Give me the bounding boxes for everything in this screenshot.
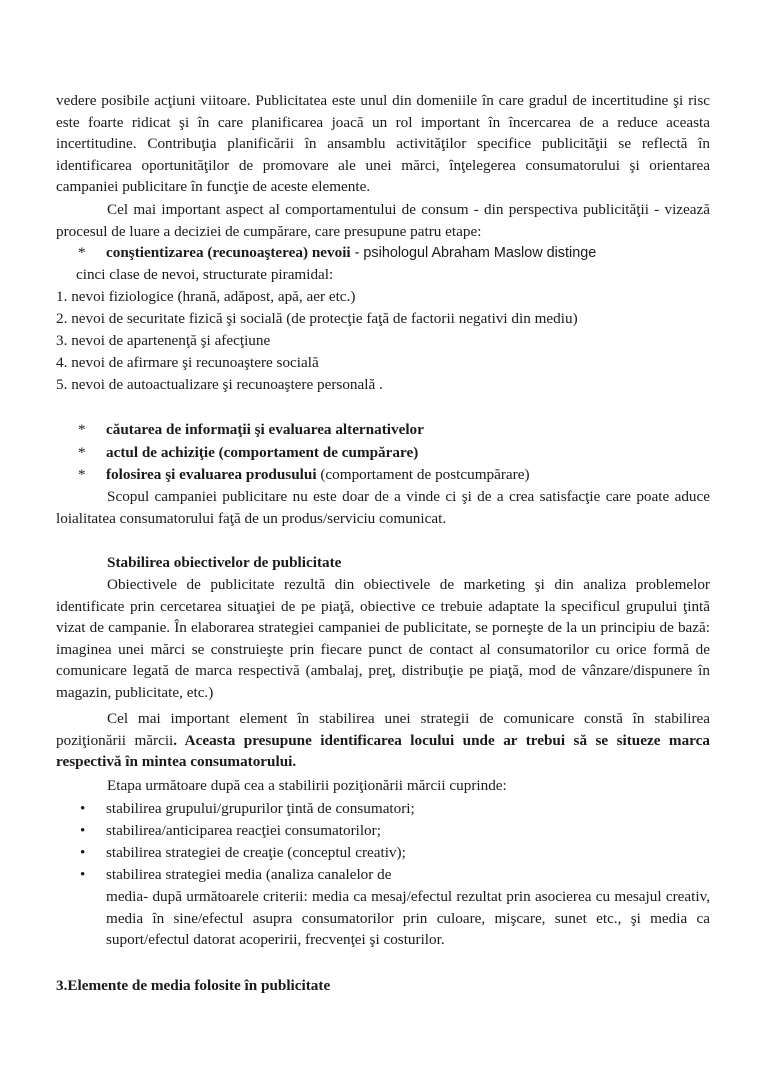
need-item-5: 5. nevoi de autoactualizare şi recunoaştere personală .: [56, 376, 383, 393]
positioning-text-b: . Aceasta presupune identificarea locului unde ar trebui să se situeze marca respectivă în mintea consumatorului.: [56, 731, 710, 770]
stage-4-title: folosirea şi evaluarea produsului: [106, 466, 317, 483]
step-media-continuation: media- după următoarele criterii: media ca mesaj/efectul rezultat prin asocierea cu mesajul creativ, media în sine/efectul asupra consumatorilor prin culoare, mişcare, sunet etc., şi media ca suport/efectul datorat acoperirii, frecvenţei şi costurilor.: [106, 888, 710, 948]
need-item-2: 2. nevoi de securitate fizică şi socială (de protecţie faţă de factorii negativi din mediu): [56, 310, 578, 327]
stage-3-text: actul de achiziţie (comportament de cumpărare): [106, 444, 419, 461]
stage-2-text: căutarea de informaţii şi evaluarea alternativelor: [106, 421, 424, 438]
bullet-marker: •: [80, 844, 86, 861]
need-item-1: 1. nevoi fiziologice (hrană, adăpost, apă, aer etc.): [56, 288, 356, 305]
bullet-marker: •: [80, 800, 86, 817]
section-title: [107, 552, 341, 574]
step-item-1: stabilirea grupului/grupurilor ţintă de consumatori;: [106, 800, 415, 817]
stage-4-line: [106, 464, 530, 486]
stage-1-line: [106, 242, 596, 265]
chapter-heading-text: 3.Elemente de media folosite în publicitate: [56, 977, 331, 994]
paragraph-positioning: [56, 708, 710, 773]
stage-marker: *: [78, 244, 86, 261]
paragraph-campaign-goal: Scopul campaniei publicitare nu este doar de a vinde ci şi de a crea satisfacţie care poate aduce loialitatea consumatorului faţă de un produs/serviciu comunicat.: [56, 488, 710, 527]
bullet-marker: •: [80, 822, 86, 839]
need-item-4: 4. nevoi de afirmare şi recunoaştere socială: [56, 354, 319, 371]
chapter-heading: [56, 975, 330, 997]
paragraph-next-stage: Etapa următoare după cea a stabilirii poziţionării mărcii cuprinde:: [107, 777, 507, 794]
stage-4-description: (comportament de postcumpărare): [316, 466, 530, 483]
stage-marker: *: [78, 421, 86, 438]
stage-marker: *: [78, 466, 86, 483]
step-item-4: stabilirea strategiei media (analiza canalelor de: [106, 866, 392, 883]
stage-2-title: [106, 419, 424, 441]
stage-1-title: conştientizarea (recunoaşterea) nevoii: [106, 244, 351, 261]
paragraph-planning: vedere posibile acţiuni viitoare. Publicitatea este unul din domeniile în care gradul de incertitudine şi risc este foarte ridicat şi în care planificarea joacă un rol important în încercarea de a reduce aceasta incertitudine. Contribuţia planificării în ansamblu activităţilor specifice publicităţii se reflectă în identificarea oportunităţilor de promovare ale unei mărci, înţelegerea consumatorului şi orientarea campaniei publicitare în funcţie de aceste elemente.: [56, 92, 710, 195]
section-title-text: Stabilirea obiectivelor de publicitate: [107, 554, 342, 571]
positioning-text-a: Cel mai important element în stabilirea unei strategii de comunicare constă în stabilirea poziţionării mărcii: [56, 710, 710, 749]
step-item-3: stabilirea strategiei de creaţie (conceptul creativ);: [106, 844, 406, 861]
stage-1-description: - psihologul Abraham Maslow distinge: [350, 245, 597, 261]
need-item-3: 3. nevoi de apartenenţă şi afecţiune: [56, 332, 271, 349]
stage-3-title: [106, 442, 418, 464]
paragraph-consumer-behavior: Cel mai important aspect al comportamentului de consum - din perspectiva publicităţii - vizează procesul de luare a deciziei de cumpărare, care presupune patru etape:: [56, 201, 710, 240]
step-item-2: stabilirea/anticiparea reacţiei consumatorilor;: [106, 822, 381, 839]
stage-marker: *: [78, 444, 86, 461]
paragraph-objectives: Obiectivele de publicitate rezultă din obiectivele de marketing şi din analiza problemelor identificate prin cercetarea situaţiei de pe piaţă, obiective ce trebuie adaptate la specificul grupului ţintă vizat de campanie. În elaborarea strategiei campaniei de publicitate, se porneşte de la un principiu de bază: imaginea unei mărci se construieşte prin fiecare punct de contact al consumatorilor cu orice formă de comunicare legată de marca respectivă (ambalaj, preţ, distribuţie pe piaţă, mod de vânzare/dispunere în magazin, publicitate, etc.): [56, 576, 710, 701]
stage-1-continuation: cinci clase de nevoi, structurate piramidal:: [76, 266, 334, 283]
bullet-marker: •: [80, 866, 86, 883]
